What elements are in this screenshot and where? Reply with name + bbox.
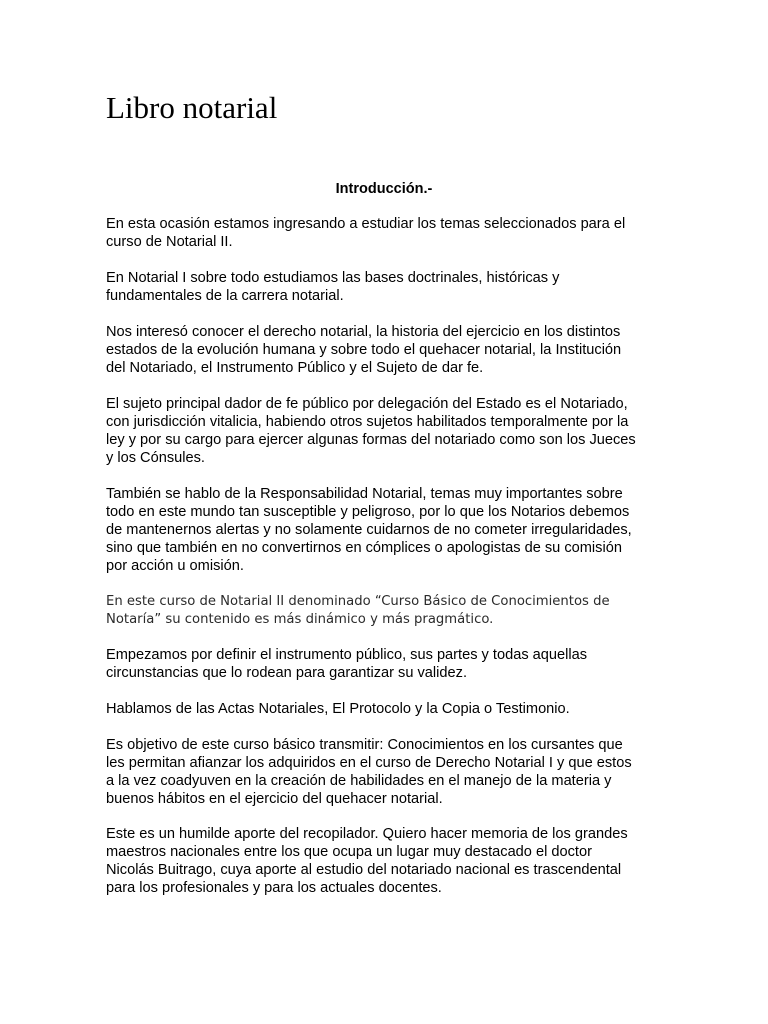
paragraph-line: del Notariado, el Instrumento Público y el Sujeto de dar fe. <box>106 359 484 376</box>
paragraph-2 <box>106 270 666 306</box>
paragraph-line: sino que también en no convertirnos en cómplices o apologistas de su comisión <box>106 539 622 556</box>
paragraph-line: Notaría” su contenido es más dinámico y más pragmático. <box>106 612 494 627</box>
paragraph-line: a la vez coadyuven en la creación de habilidades en el manejo de la materia y <box>106 772 612 789</box>
paragraph-line: En esta ocasión estamos ingresando a estudiar los temas seleccionados para el <box>106 216 626 232</box>
paragraph-line: maestros nacionales entre los que ocupa un lugar muy destacado el doctor <box>106 843 592 860</box>
paragraph-8 <box>106 701 666 719</box>
paragraph-line: También se hablo de la Responsabilidad Notarial, temas muy importantes sobre <box>106 486 623 502</box>
paragraph-line: En este curso de Notarial II denominado “Curso Básico de Conocimientos de <box>106 594 610 609</box>
paragraph-line: para los profesionales y para los actuales docentes. <box>106 879 442 896</box>
paragraph-1 <box>106 216 666 252</box>
paragraph-line: Nos interesó conocer el derecho notarial, la historia del ejercicio en los distintos <box>106 324 621 340</box>
paragraph-line: de mantenernos alertas y no solamente cuidarnos de no cometer irregularidades, <box>106 521 632 538</box>
paragraph-line: Este es un humilde aporte del recopilador. Quiero hacer memoria de los grandes <box>106 826 628 842</box>
paragraph-line: por acción u omisión. <box>106 557 244 574</box>
paragraph-line: buenos hábitos en el ejercicio del quehacer notarial. <box>106 790 443 807</box>
paragraph-line: todo en este mundo tan susceptible y peligroso, por lo que los Notarios debemos <box>106 503 630 520</box>
document-title: Libro notarial <box>106 90 278 125</box>
paragraph-10 <box>106 826 666 898</box>
paragraph-7 <box>106 647 666 683</box>
paragraph-line: y los Cónsules. <box>106 449 205 466</box>
paragraph-line: En Notarial I sobre todo estudiamos las bases doctrinales, históricas y <box>106 270 560 286</box>
paragraph-6 <box>106 593 666 629</box>
paragraph-line: estados de la evolución humana y sobre todo el quehacer notarial, la Institución <box>106 341 622 358</box>
paragraph-line: Es objetivo de este curso básico transmitir: Conocimientos en los cursantes que <box>106 737 623 753</box>
section-heading: Introducción.- <box>335 181 433 197</box>
paragraph-line: les permitan afianzar los adquiridos en el curso de Derecho Notarial I y que estos <box>106 754 632 771</box>
paragraph-4 <box>106 396 666 468</box>
paragraph-3 <box>106 324 666 378</box>
paragraph-line: fundamentales de la carrera notarial. <box>106 287 344 304</box>
paragraph-line: El sujeto principal dador de fe público por delegación del Estado es el Notariado, <box>106 396 628 412</box>
paragraph-9 <box>106 737 666 809</box>
paragraph-5 <box>106 486 666 576</box>
paragraph-line: Empezamos por definir el instrumento público, sus partes y todas aquellas <box>106 647 588 663</box>
paragraph-line: circunstancias que lo rodean para garantizar su validez. <box>106 664 467 681</box>
paragraph-line: Hablamos de las Actas Notariales, El Protocolo y la Copia o Testimonio. <box>106 701 570 717</box>
paragraph-line: ley y por su cargo para ejercer algunas formas del notariado como son los Jueces <box>106 431 636 448</box>
paragraph-line: Nicolás Buitrago, cuya aporte al estudio del notariado nacional es trascendental <box>106 861 622 878</box>
paragraph-line: con jurisdicción vitalicia, habiendo otros sujetos habilitados temporalmente por la <box>106 413 629 430</box>
paragraph-line: curso de Notarial II. <box>106 233 233 250</box>
